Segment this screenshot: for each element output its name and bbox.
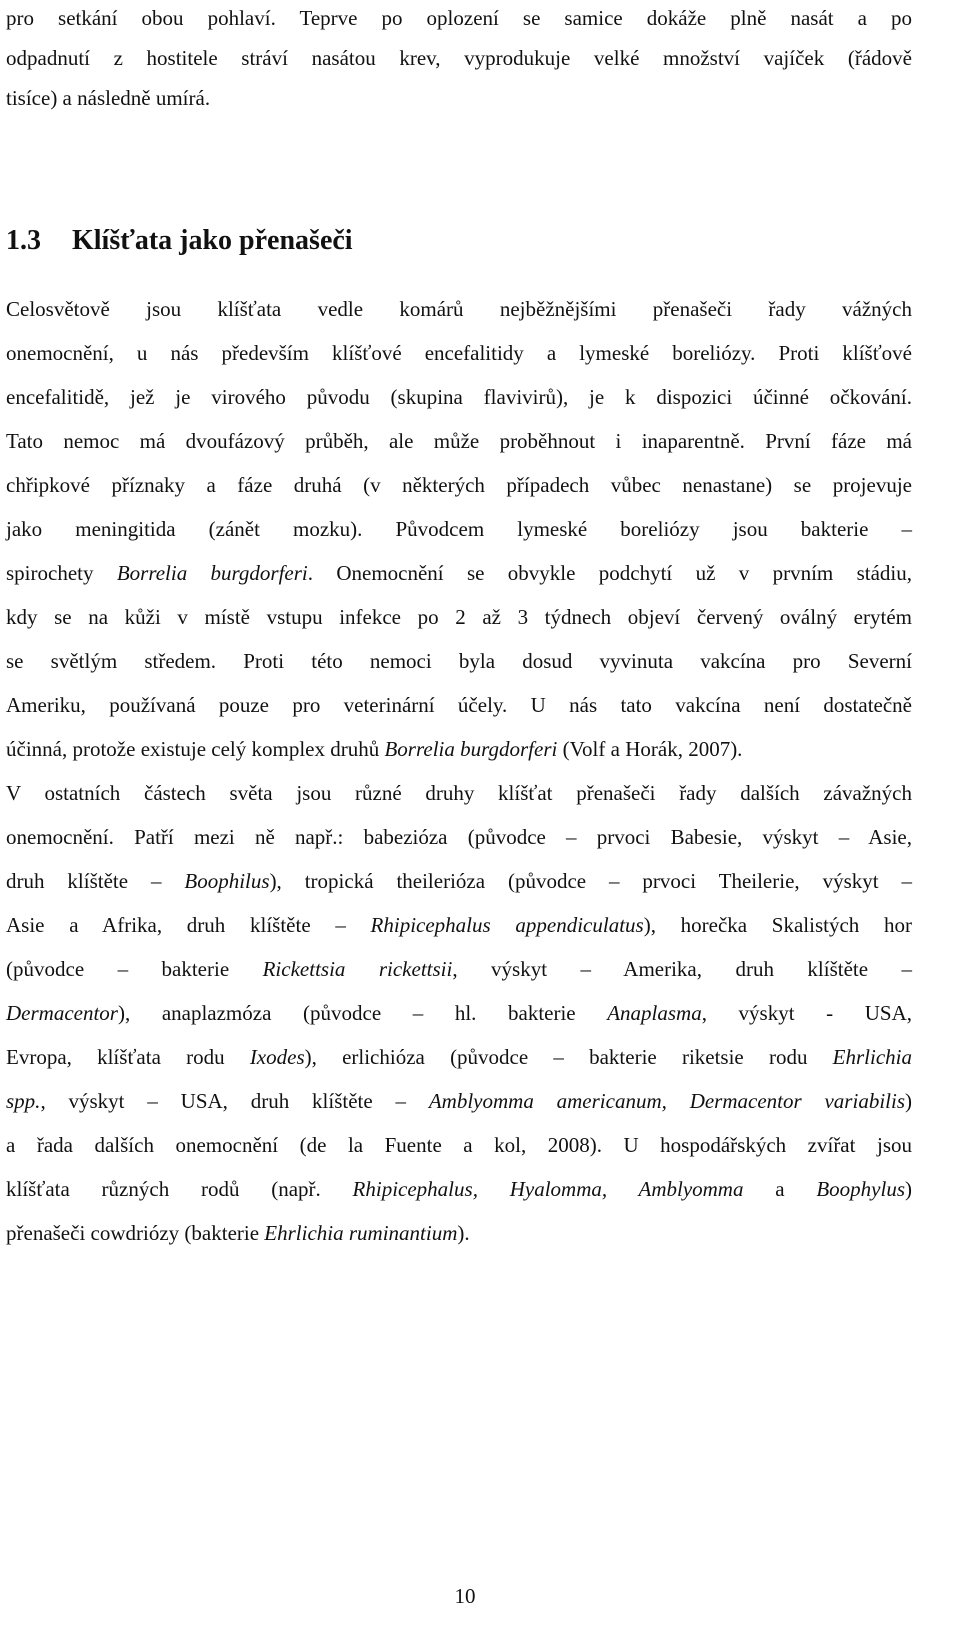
italic-term: Ehrlichia ruminantium [264, 1221, 458, 1245]
text-span: druh klíštěte – [6, 869, 185, 893]
text-line [6, 1043, 912, 1071]
section-title: Klíšťata jako přenašeči [72, 225, 353, 256]
italic-term: Anaplasma [607, 1001, 702, 1025]
italic-term: Rhipicephalus, Hyalomma, Amblyomma [352, 1177, 744, 1201]
italic-term: Borrelia burgdorferi [384, 737, 558, 761]
text-span: ) [905, 1089, 912, 1113]
text-line: odpadnutí z hostitele stráví nasátou krev, vyprodukuje velké množství vajíček (řádově [6, 46, 912, 70]
text-span: ). [457, 1221, 470, 1245]
text-line [6, 515, 912, 543]
text-span: a [743, 1177, 817, 1201]
text-span: ), anaplazmóza (původce – hl. bakterie [117, 1001, 608, 1025]
text-span: ), tropická theilerióza (původce – prvoci Theilerie, výskyt – [269, 869, 912, 893]
text-line [6, 779, 912, 807]
text-span: . Onemocnění se obvykle podchytí už v prvním stádiu, [307, 561, 912, 585]
text-span: kdy se na kůži v místě vstupu infekce po 2 až 3 týdnech objeví červený oválný erytém [6, 605, 912, 629]
italic-term: Boophylus [816, 1177, 905, 1201]
text-span: ) [905, 1177, 912, 1201]
text-span: (původce – bakterie [6, 957, 263, 981]
text-span: chřipkové příznaky a fáze druhá (v některých případech vůbec nenastane) se projevuje [6, 473, 912, 497]
text-line [6, 691, 912, 719]
text-line [6, 823, 912, 851]
text-span: ), horečka Skalistých hor [643, 913, 912, 937]
text-span: spirochety [6, 561, 117, 585]
text-line [6, 647, 912, 675]
italic-term: Amblyomma americanum, Dermacentor variabilis [428, 1089, 905, 1113]
section-number: 1.3 [6, 225, 41, 256]
text-span: , výskyt – Amerika, druh klíštěte – [452, 957, 912, 981]
italic-term: Rickettsia rickettsii [262, 957, 453, 981]
text-span: účinná, protože existuje celý komplex druhů [6, 737, 385, 761]
text-span: , výskyt – USA, druh klíštěte – [40, 1089, 429, 1113]
text-span: onemocnění, u nás především klíšťové encefalitidy a lymeské boreliózy. Proti klíšťové [6, 341, 912, 365]
italic-term: Ixodes [249, 1045, 305, 1069]
text-span: Tato nemoc má dvoufázový průběh, ale může proběhnout i inaparentně. První fáze má [6, 429, 912, 453]
italic-term: Ehrlichia [832, 1045, 912, 1069]
text-span: a řada dalších onemocnění (de la Fuente a kol, 2008). U hospodářských zvířat jsou [6, 1133, 912, 1157]
page-number: 10 [454, 1584, 476, 1608]
text-line [6, 911, 912, 939]
text-line [6, 339, 912, 367]
text-line [6, 1087, 912, 1115]
text-line [6, 427, 912, 455]
text-line [6, 1131, 912, 1159]
text-line [6, 735, 912, 763]
text-span: se světlým středem. Proti této nemoci byla dosud vyvinuta vakcína pro Severní [6, 649, 912, 673]
text-line [6, 559, 912, 587]
text-line [6, 999, 912, 1027]
text-line [6, 471, 912, 499]
text-line [6, 1175, 912, 1203]
text-span: klíšťata různých rodů (např. [6, 1177, 353, 1201]
text-line [6, 867, 912, 895]
text-line [6, 295, 912, 323]
text-line [6, 955, 912, 983]
text-span: Celosvětově jsou klíšťata vedle komárů nejběžnějšími přenašeči řady vážných [6, 297, 912, 321]
text-span: (Volf a Horák, 2007). [557, 737, 743, 761]
text-span: ), erlichióza (původce – bakterie riketsie rodu [304, 1045, 833, 1069]
text-line [6, 1219, 912, 1247]
text-span: encefalitidě, jež je virového původu (skupina flavivirů), je k dispozici účinné očkování. [6, 385, 912, 409]
italic-term: Dermacentor [6, 1001, 118, 1025]
text-span: Evropa, klíšťata rodu [6, 1045, 250, 1069]
text-span: Ameriku, používaná pouze pro veterinární účely. U nás tato vakcína není dostatečně [6, 693, 912, 717]
italic-term: Boophilus [184, 869, 270, 893]
text-span: V ostatních částech světa jsou různé druhy klíšťat přenašeči řady dalších závažných [6, 781, 912, 805]
text-span: jako meningitida (zánět mozku). Původcem lymeské boreliózy jsou bakterie – [6, 517, 912, 541]
text-line [6, 603, 912, 631]
text-span: přenašeči cowdriózy (bakterie [6, 1221, 265, 1245]
text-line: tisíce) a následně umírá. [6, 86, 211, 110]
italic-term: spp. [6, 1089, 41, 1113]
text-span: Asie a Afrika, druh klíštěte – [6, 913, 371, 937]
section-heading [6, 224, 353, 258]
text-line: pro setkání obou pohlaví. Teprve po oplození se samice dokáže plně nasát a po [6, 6, 912, 30]
italic-term: Rhipicephalus appendiculatus [370, 913, 644, 937]
text-span: , výskyt - USA, [701, 1001, 912, 1025]
text-span: onemocnění. Patří mezi ně např.: babezióza (původce – prvoci Babesie, výskyt – Asie, [6, 825, 912, 849]
italic-term: Borrelia burgdorferi [116, 561, 308, 585]
text-line [6, 383, 912, 411]
